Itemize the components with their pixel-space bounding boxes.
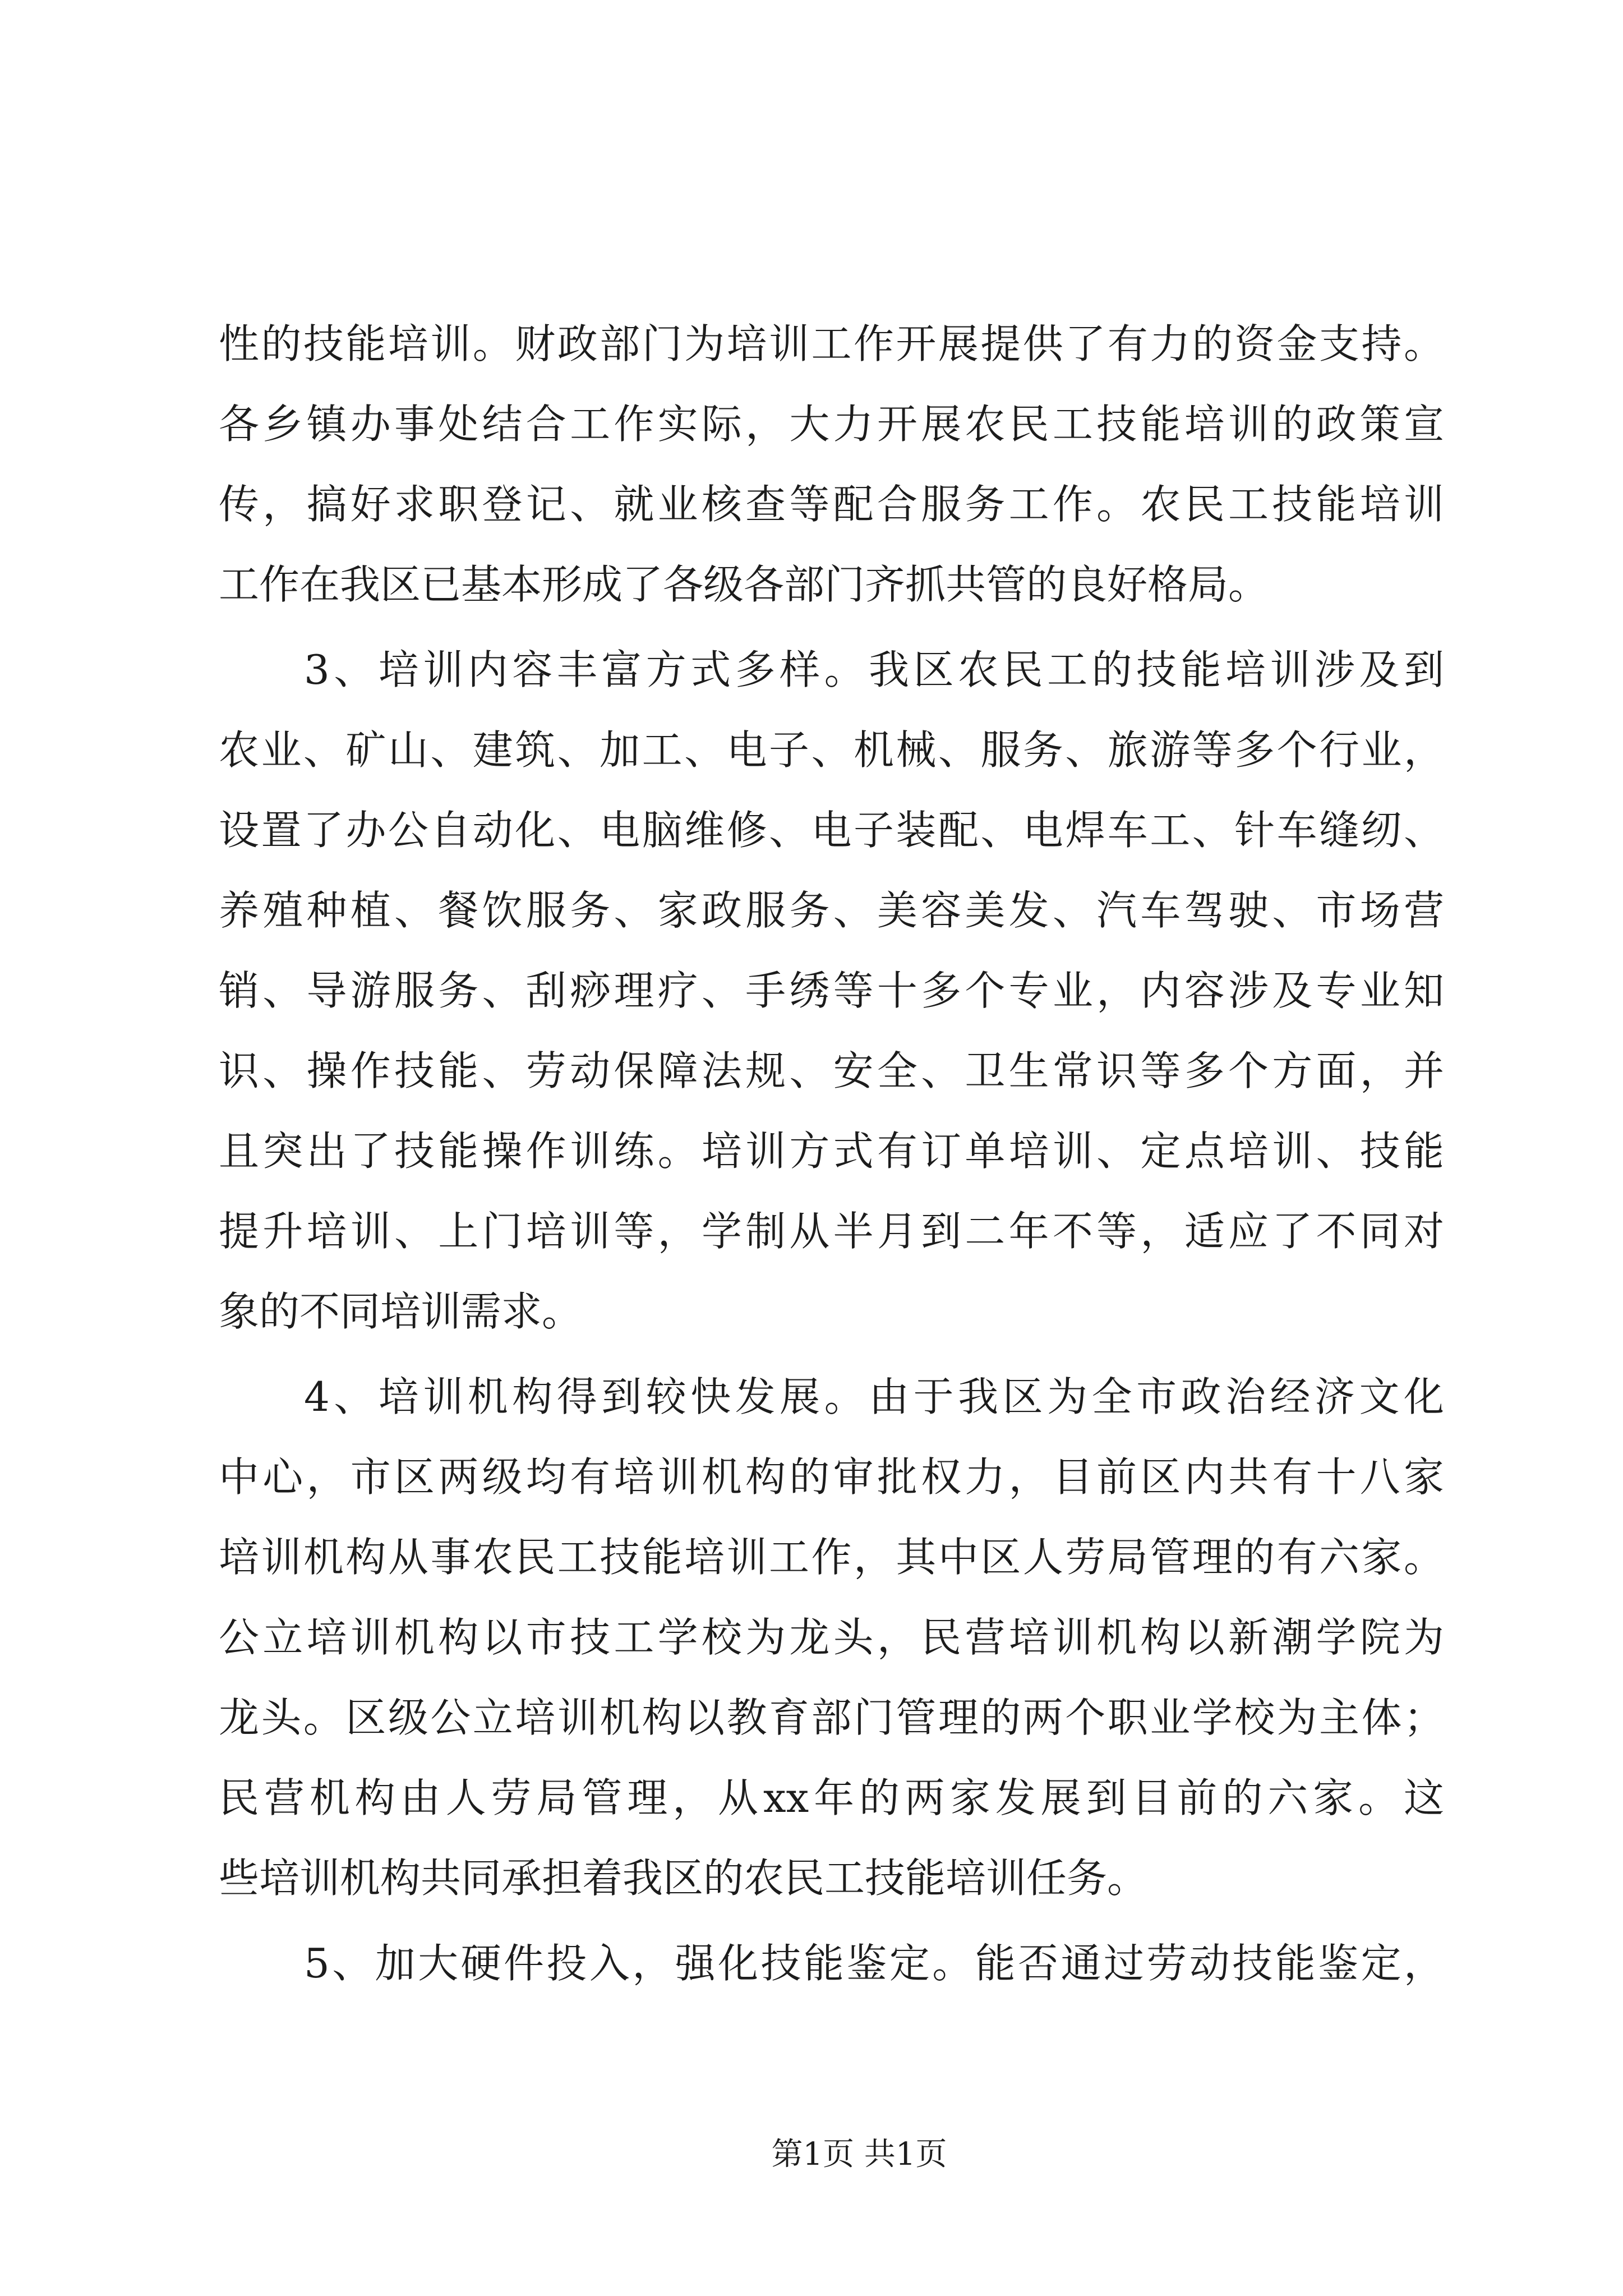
paragraph	[219, 1357, 1444, 1918]
text-line: 3、培训内容丰富方式多样。我区农民工的技能培训涉及到	[304, 646, 1444, 693]
text-line: 5、加大硬件投入，强化技能鉴定。能否通过劳动技能鉴定，	[304, 1940, 1444, 1987]
text-line: 中心，市区两级均有培训机构的审批权力，目前区内共有十八家	[219, 1453, 1444, 1501]
text-line: 些培训机构共同承担着我区的农民工技能培训任务。	[219, 1855, 1148, 1902]
text-line: 各乡镇办事处结合工作实际，大力开展农民工技能培训的政策宣	[219, 401, 1444, 448]
text-line: 工作在我区已基本形成了各级各部门齐抓共管的良好格局。	[219, 561, 1269, 608]
paragraph	[219, 630, 1444, 1352]
paragraph	[219, 304, 1444, 625]
text-line: 销、导游服务、刮痧理疗、手绣等十多个专业，内容涉及专业知	[219, 967, 1444, 1014]
document-body	[219, 304, 1444, 2004]
text-line: 农业、矿山、建筑、加工、电子、机械、服务、旅游等多个行业，	[219, 726, 1444, 774]
text-line: 公立培训机构以市技工学校为龙头，民营培训机构以新潮学院为	[219, 1614, 1444, 1661]
text-line: 龙头。区级公立培训机构以教育部门管理的两个职业学校为主体；	[219, 1694, 1444, 1741]
text-line: 传，搞好求职登记、就业核查等配合服务工作。农民工技能培训	[219, 481, 1444, 528]
text-line: 设置了办公自动化、电脑维修、电子装配、电焊车工、针车缝纫、	[219, 807, 1444, 854]
text-line: 民营机构由人劳局管理，从xx年的两家发展到目前的六家。这	[219, 1774, 1444, 1821]
paragraph	[219, 1924, 1444, 2004]
text-line: 且突出了技能操作训练。培训方式有订单培训、定点培训、技能	[219, 1128, 1444, 1175]
text-line: 象的不同培训需求。	[219, 1288, 583, 1335]
text-line: 提升培训、上门培训等，学制从半月到二年不等，适应了不同对	[219, 1208, 1444, 1255]
page-footer: 第1页 共1页	[771, 2136, 947, 2173]
text-line: 4、培训机构得到较快发展。由于我区为全市政治经济文化	[304, 1373, 1444, 1420]
text-line: 养殖种植、餐饮服务、家政服务、美容美发、汽车驾驶、市场营	[219, 887, 1444, 934]
text-line: 培训机构从事农民工技能培训工作，其中区人劳局管理的有六家。	[219, 1534, 1444, 1581]
text-line: 识、操作技能、劳动保障法规、安全、卫生常识等多个方面，并	[219, 1047, 1444, 1094]
text-line: 性的技能培训。财政部门为培训工作开展提供了有力的资金支持。	[219, 320, 1444, 367]
